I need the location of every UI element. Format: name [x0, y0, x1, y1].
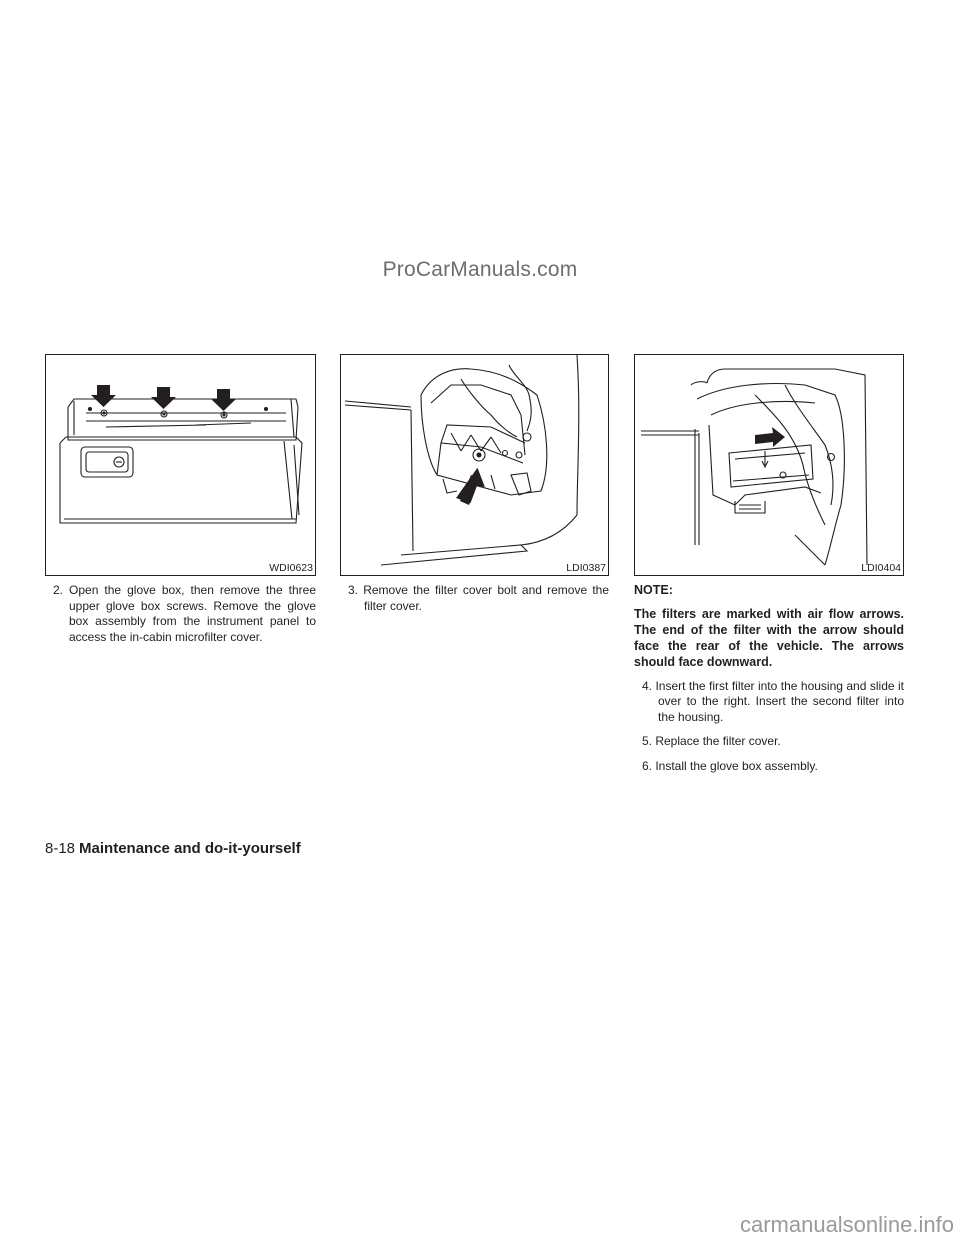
watermark-top: ProCarManuals.com	[382, 258, 578, 281]
figure-code: LDI0387	[566, 562, 606, 574]
figure-code: LDI0404	[861, 562, 901, 574]
step-5-text: 5. Replace the filter cover.	[642, 734, 781, 749]
figure-filter-cover	[340, 354, 609, 576]
step-4-text: 4. Insert the first filter into the housing and slide it over to the right. Insert the second filter into the housing.	[642, 678, 904, 724]
page-number: 8-18	[45, 840, 76, 857]
figure-glove-box	[45, 354, 316, 576]
figure-code: WDI0623	[269, 562, 313, 574]
glove-box-illustration	[46, 355, 315, 575]
section-title: Maintenance and do-it-yourself	[79, 840, 301, 857]
figure-filter-insert	[634, 354, 904, 576]
column-step-3	[340, 583, 609, 614]
filter-housing-illustration	[341, 355, 608, 575]
step-6-text: 6. Install the glove box assembly.	[642, 758, 818, 773]
up-arrow-icon	[456, 465, 488, 505]
note-heading: NOTE:	[634, 583, 673, 597]
filter-slide-illustration	[635, 355, 903, 575]
note-body: The filters are marked with air flow arrows. The end of the filter with the arrow should face the rear of the vehicle. The arrows should face downward.	[634, 606, 904, 669]
page-footer	[45, 840, 301, 857]
step-2-text: 2. Open the glove box, then remove the three upper glove box screws. Remove the glove box assembly from the instrument panel to access the in-cabin microfilter cover.	[53, 583, 316, 644]
column-note-and-steps	[634, 583, 904, 784]
watermark-bottom: carmanualsonline.info	[739, 1212, 954, 1237]
step-3-text: 3. Remove the filter cover bolt and remove the filter cover.	[348, 583, 609, 613]
right-arrow-icon	[755, 427, 785, 447]
down-arrow-icon	[91, 385, 236, 411]
column-step-2	[45, 583, 316, 645]
